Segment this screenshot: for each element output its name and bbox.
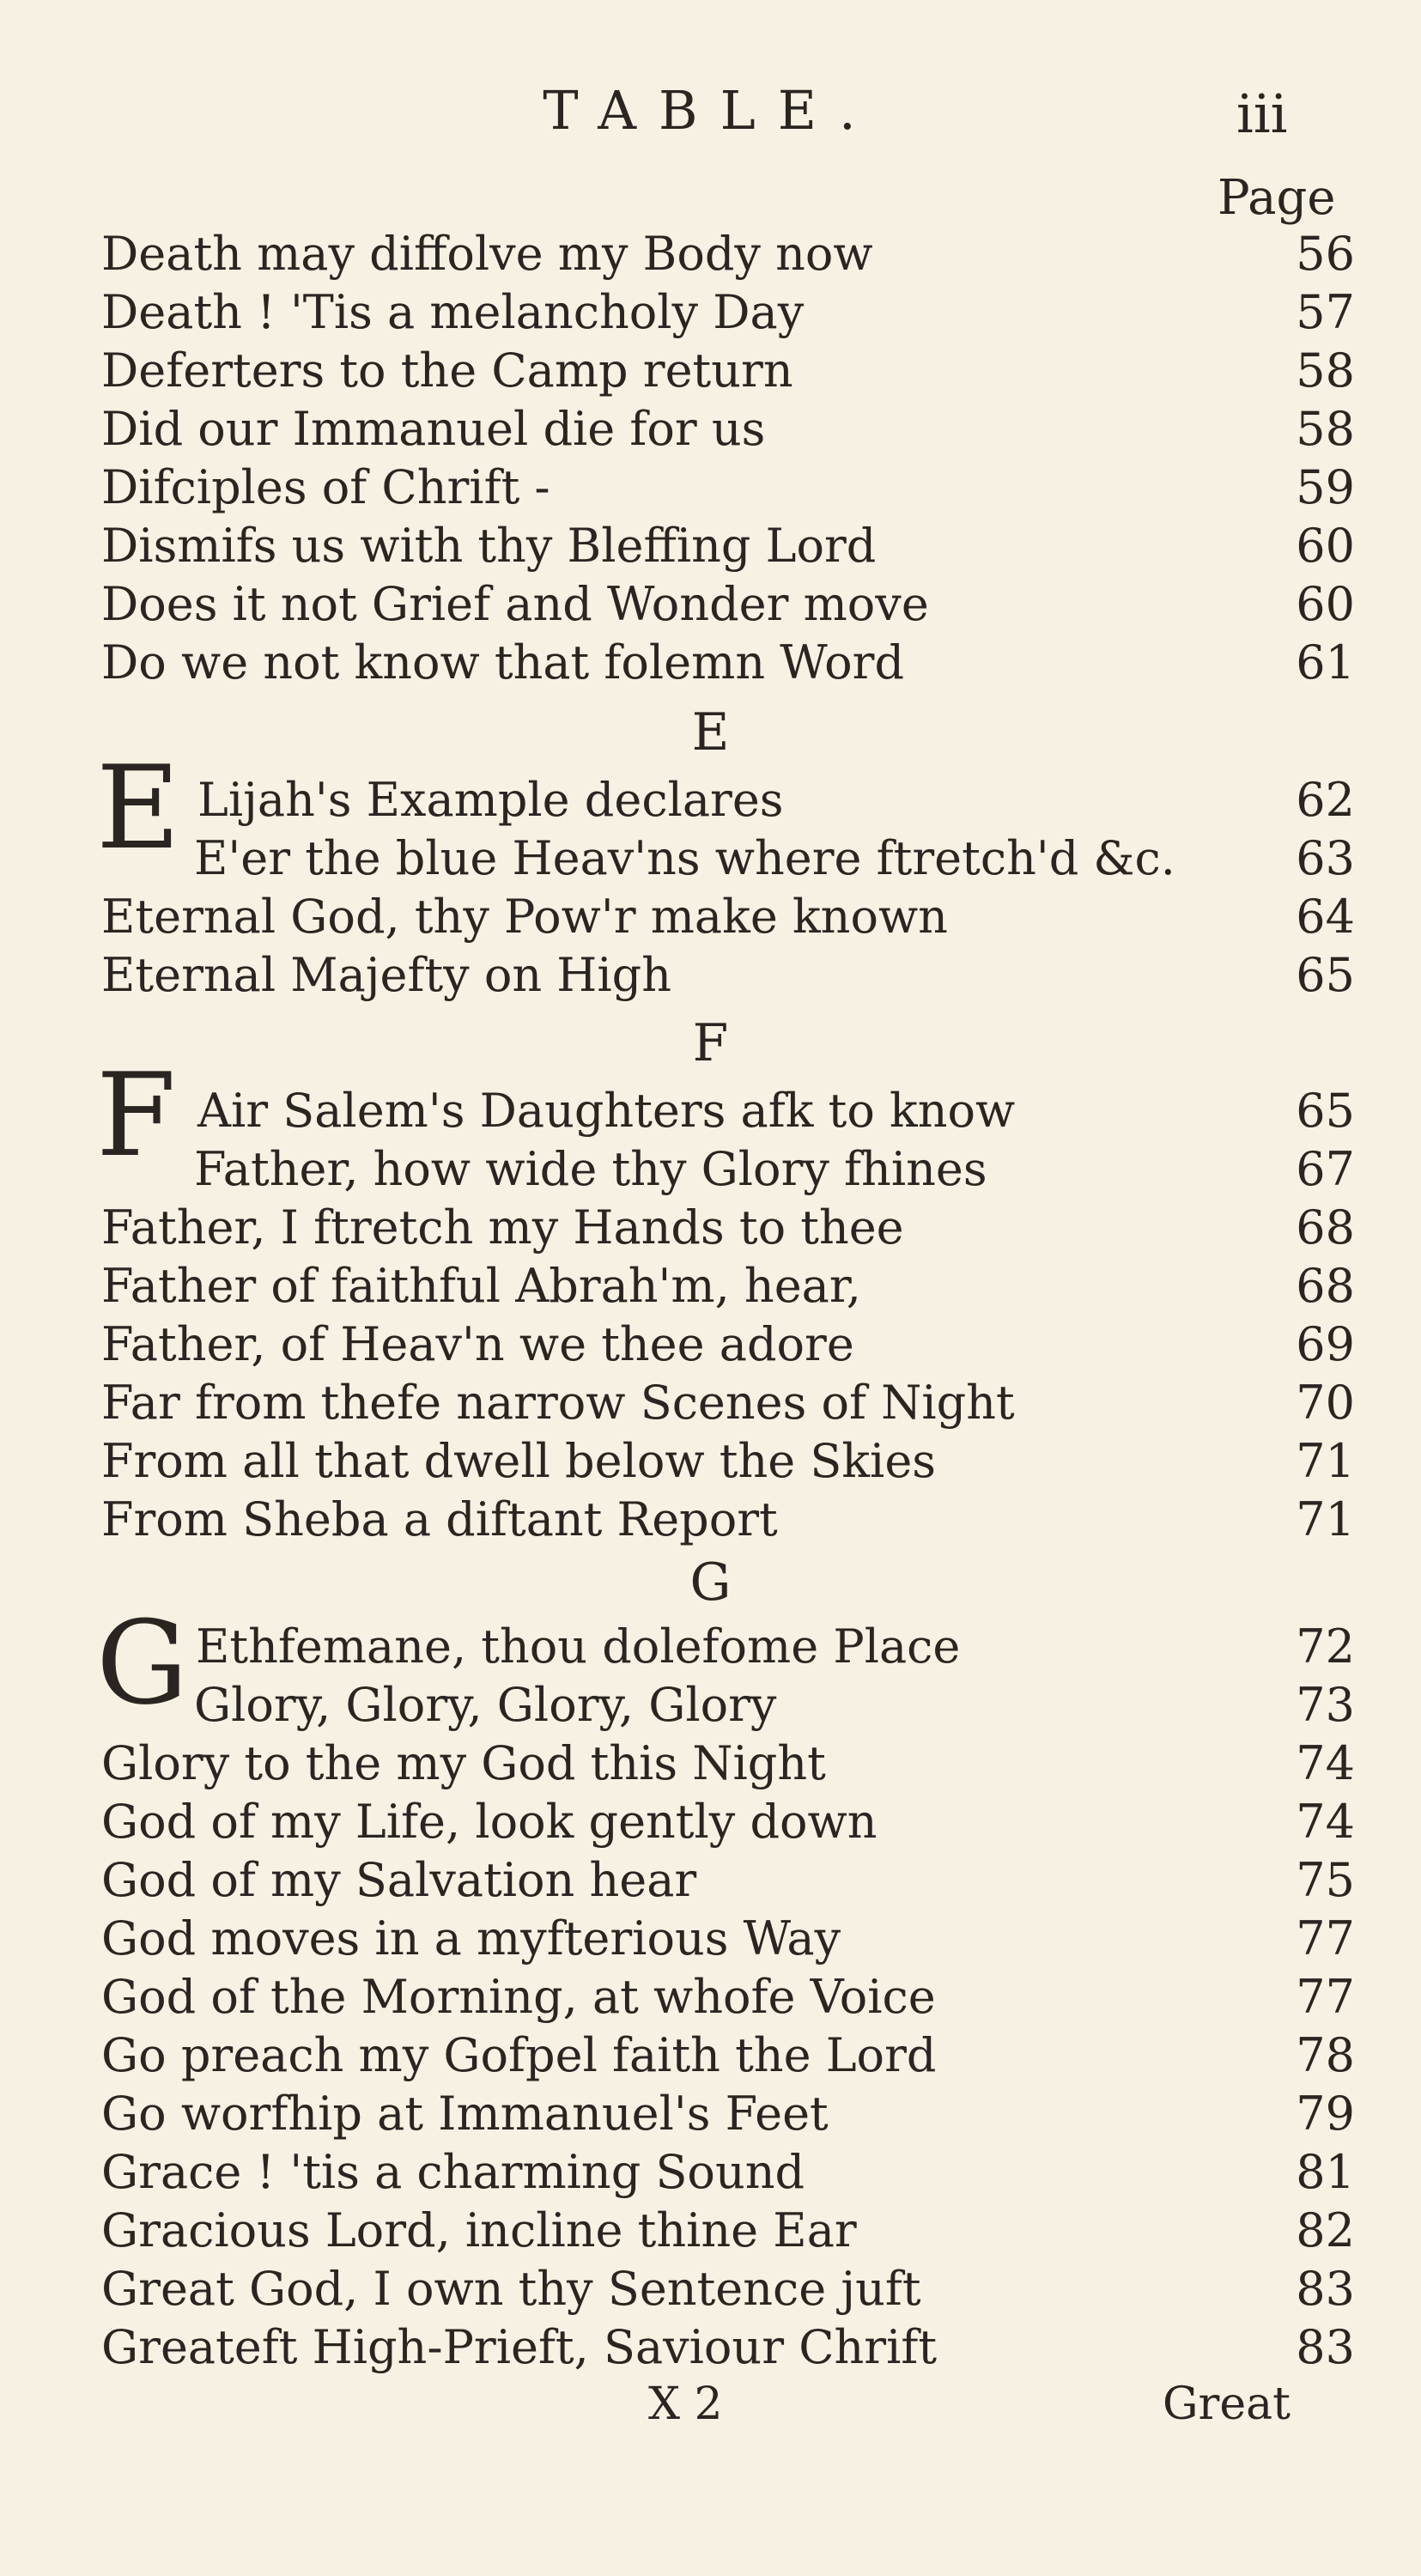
entry-text: Did our Immanuel die for us [101, 402, 766, 456]
list-item [101, 2318, 1355, 2377]
list-item [101, 1491, 1355, 1549]
entry-page: 83 [1296, 2262, 1355, 2316]
list-item [101, 1793, 1355, 1851]
list-item [101, 1199, 1355, 1257]
list-item [101, 771, 1355, 829]
entry-text: Greateft High-Prieft, Saviour Chrift [101, 2320, 938, 2374]
entry-text: Air Salem's Daughters afk to know [197, 1084, 1016, 1138]
list-item [101, 1618, 1355, 1676]
entry-page: 77 [1296, 1911, 1355, 1965]
entry-text: Death may diffolve my Body now [101, 227, 873, 281]
page-title: TABLE. [543, 79, 878, 142]
entry-page: 74 [1296, 1795, 1355, 1849]
entry-text: Lijah's Example declares [197, 773, 784, 827]
entry-page: 56 [1296, 227, 1355, 281]
list-item [101, 1851, 1355, 1910]
entry-text: God of my Life, look gently down [101, 1795, 877, 1849]
entry-text: E'er the blue Heav'ns where ftretch'd &c. [194, 831, 1175, 885]
entry-text: Go worfhip at Immanuel's Feet [101, 2087, 829, 2141]
section-letter-g: G [689, 1552, 732, 1613]
entry-page: 74 [1296, 1736, 1355, 1790]
dropcap-f: F [96, 1048, 176, 1182]
entry-text: God of the Morning, at whofe Voice [101, 1970, 936, 2024]
entry-page: 59 [1296, 460, 1355, 514]
list-item [101, 283, 1355, 342]
entry-text: Father, how wide thy Glory fhines [194, 1142, 987, 1196]
entry-page: 75 [1296, 1853, 1355, 1907]
page-column-header: Page [1218, 170, 1336, 226]
list-item [101, 1315, 1355, 1374]
list-item [101, 575, 1355, 634]
entry-page: 68 [1296, 1200, 1355, 1255]
list-item [101, 2143, 1355, 2202]
catchword: Great [1163, 2379, 1291, 2430]
entry-text: Father, of Heav'n we thee adore [101, 1317, 854, 1371]
list-item [101, 1082, 1355, 1140]
list-item [101, 400, 1355, 459]
section-letter-e: E [691, 702, 730, 762]
entry-text: Ethfemane, thou dolefome Place [196, 1619, 961, 1674]
entry-text: God of my Salvation hear [101, 1853, 697, 1907]
list-item [101, 888, 1355, 946]
entry-page: 77 [1296, 1970, 1355, 2024]
entry-text: Go preach my Gofpel faith the Lord [101, 2028, 937, 2082]
list-item [101, 1676, 1355, 1735]
entry-text: Father of faithful Abrah'm, hear, [101, 1259, 861, 1313]
entry-page: 60 [1296, 519, 1355, 573]
entry-page: 60 [1296, 577, 1355, 631]
list-item [101, 1968, 1355, 2026]
entry-text: Glory, Glory, Glory, Glory [194, 1678, 777, 1732]
dropcap-g: G [96, 1596, 189, 1730]
entry-text: Eternal God, thy Pow'r make known [101, 890, 948, 944]
entry-text: From all that dwell below the Skies [101, 1434, 936, 1488]
entry-text: Difciples of Chrift - [101, 460, 550, 514]
list-item [101, 1374, 1355, 1432]
entry-text: God moves in a myfterious Way [101, 1911, 841, 1965]
entry-page: 69 [1296, 1317, 1355, 1371]
entry-page: 61 [1296, 635, 1355, 690]
entry-text: Dismifs us with thy Bleffing Lord [101, 519, 877, 573]
entry-page: 71 [1296, 1492, 1355, 1546]
list-item [101, 1735, 1355, 1793]
entry-text: Father, I ftretch my Hands to thee [101, 1200, 904, 1255]
entry-page: 67 [1296, 1142, 1355, 1196]
entry-page: 58 [1296, 343, 1355, 398]
entry-text: Does it not Grief and Wonder move [101, 577, 929, 631]
entry-page: 58 [1296, 402, 1355, 456]
entry-text: Death ! 'Tis a melancholy Day [101, 285, 805, 339]
entry-page: 71 [1296, 1434, 1355, 1488]
entry-page: 65 [1296, 948, 1355, 1002]
entry-text: Eternal Majefty on High [101, 948, 672, 1002]
entry-text: Grace ! 'tis a charming Sound [101, 2145, 805, 2199]
list-item [101, 1257, 1355, 1315]
list-item [101, 2085, 1355, 2143]
entry-page: 83 [1296, 2320, 1355, 2374]
list-item [101, 459, 1355, 517]
entry-page: 63 [1296, 831, 1355, 885]
entry-text: From Sheba a diftant Report [101, 1492, 778, 1546]
list-item [101, 1432, 1355, 1491]
entry-text: Great God, I own thy Sentence juft [101, 2262, 921, 2316]
entry-text: Glory to the my God this Night [101, 1736, 826, 1790]
list-item [101, 342, 1355, 400]
entry-text: Do we not know that folemn Word [101, 635, 905, 690]
entry-page: 81 [1296, 2145, 1355, 2199]
list-item [101, 517, 1355, 575]
list-item [101, 225, 1355, 283]
entry-page: 72 [1296, 1619, 1355, 1674]
entry-text: Gracious Lord, incline thine Ear [101, 2203, 857, 2257]
signature-mark: X 2 [648, 2379, 723, 2430]
entry-page: 65 [1296, 1084, 1355, 1138]
entry-page: 82 [1296, 2203, 1355, 2257]
section-letter-f: F [692, 1013, 729, 1073]
entry-text: Deferters to the Camp return [101, 343, 793, 398]
list-item [101, 829, 1355, 888]
entry-page: 62 [1296, 773, 1355, 827]
entry-page: 78 [1296, 2028, 1355, 2082]
list-item [101, 2202, 1355, 2260]
entry-text: Far from thefe narrow Scenes of Night [101, 1376, 1015, 1430]
list-item [101, 946, 1355, 1005]
entry-page: 70 [1296, 1376, 1355, 1430]
entry-page: 68 [1296, 1259, 1355, 1313]
dropcap-e: E [96, 741, 180, 875]
entry-page: 57 [1296, 285, 1355, 339]
list-item [101, 634, 1355, 692]
entry-page: 79 [1296, 2087, 1355, 2141]
list-item [101, 2026, 1355, 2085]
entry-page: 64 [1296, 890, 1355, 944]
list-item [101, 1910, 1355, 1968]
list-item [101, 2260, 1355, 2318]
list-item [101, 1140, 1355, 1199]
page-number: iii [1236, 82, 1288, 145]
entry-page: 73 [1296, 1678, 1355, 1732]
